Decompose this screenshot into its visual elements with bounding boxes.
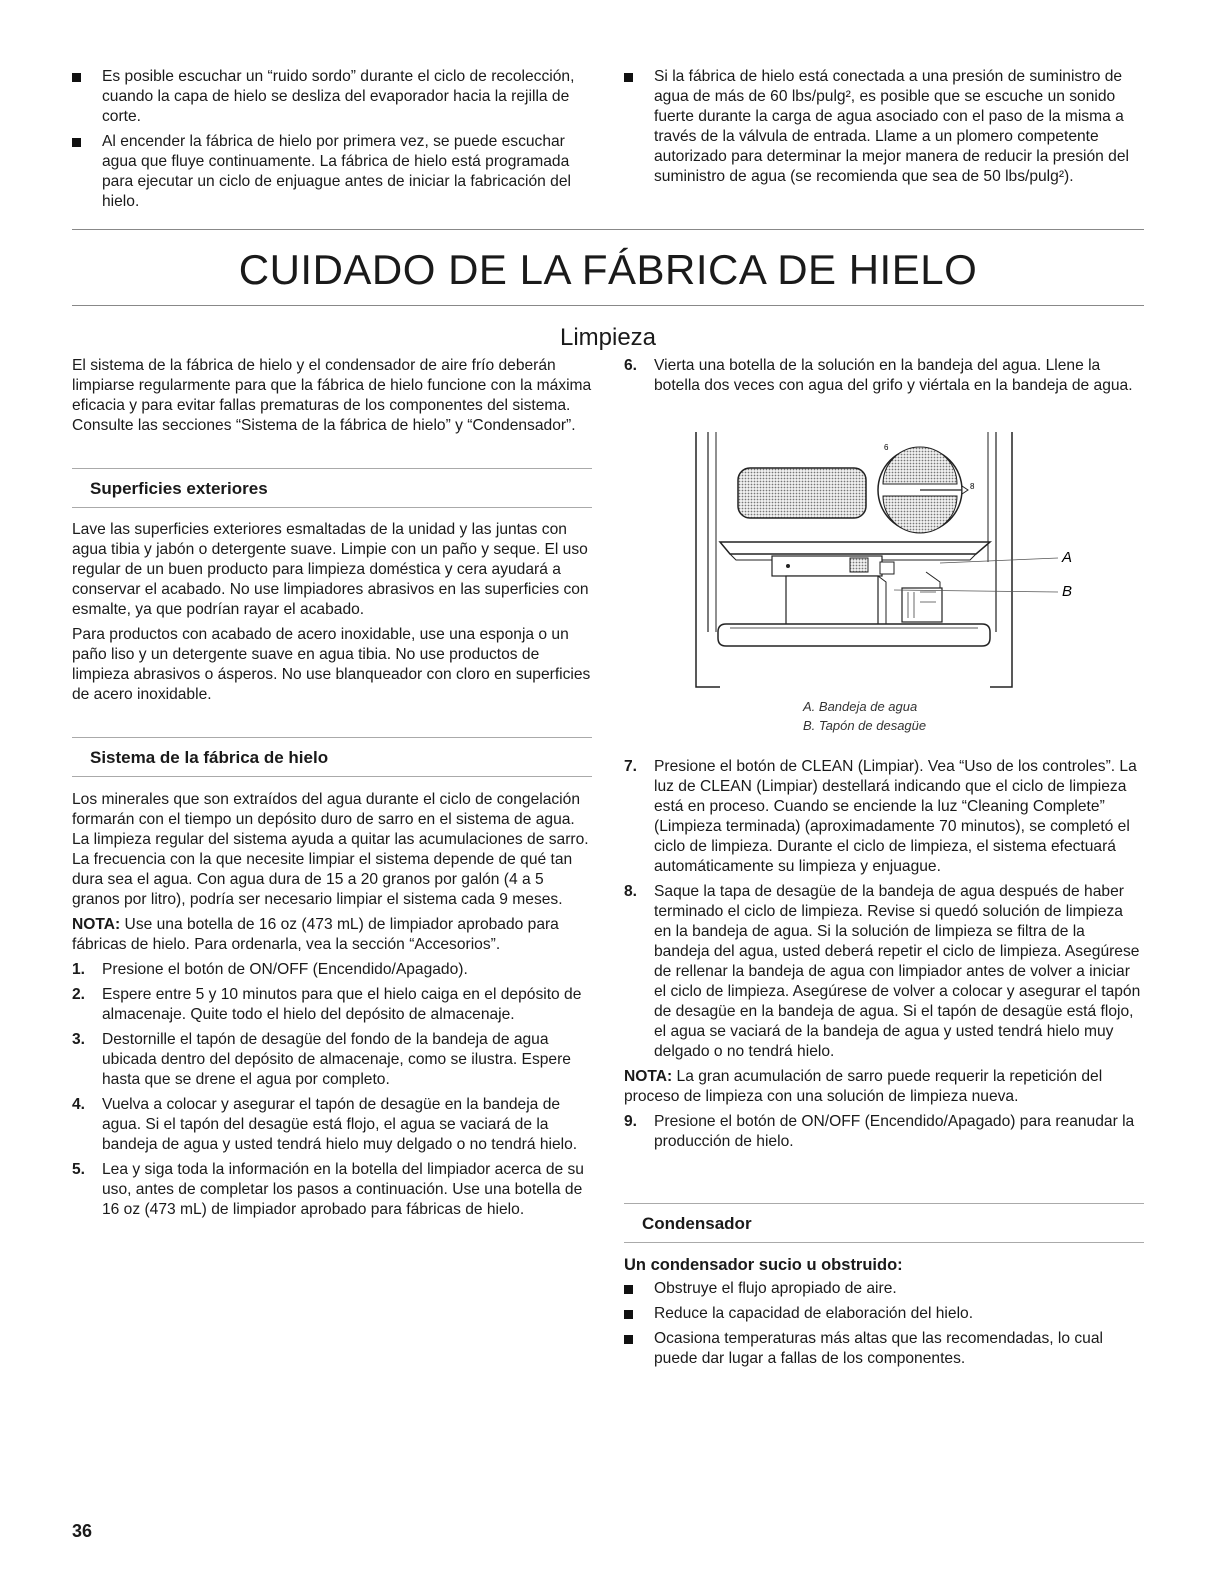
exteriores-body: [72, 520, 592, 710]
divider: [624, 1203, 1144, 1204]
step-number: 9.: [624, 1113, 638, 1130]
step-6: [624, 356, 1144, 401]
step-number: 2.: [72, 986, 86, 1003]
paragraph: Para productos con acabado de acero inoxidable, use una esponja o un paño liso y un detergente suave en agua tibia. No use productos de limpieza abrasivos o ásperos. No use blanqueador con cloro en superficies de acero inoxidable.: [72, 626, 591, 703]
divider: [72, 776, 592, 777]
step-text: Destornille el tapón de desagüe del fondo de la bandeja de agua ubicada dentro del depósito de almacenaje, como se ilustra. Espere hasta que se drene el agua por completo.: [102, 1031, 571, 1088]
figure-caption-a: A. Bandeja de agua: [803, 699, 918, 714]
divider: [624, 1242, 1144, 1243]
cabinet-right-wall: [990, 432, 1012, 687]
drain-cap: [880, 562, 894, 574]
step-number: 3.: [72, 1031, 86, 1048]
step-number: 7.: [624, 758, 638, 775]
bullet-item: Ocasiona temperaturas más altas que las recomendadas, lo cual puede dar lugar a fallas de los componentes.: [624, 1329, 1144, 1369]
bullet-item: Reduce la capacidad de elaboración del hielo.: [624, 1304, 1144, 1324]
nota-text: La gran acumulación de sarro puede requerir la repetición del proceso de limpieza con una solución de limpieza nueva.: [624, 1068, 1103, 1105]
sistema-body: [72, 790, 592, 1225]
dial-label-side: 8: [970, 482, 975, 491]
heading-superficies-exteriores: Superficies exteriores: [90, 479, 268, 498]
steps-7-9: [624, 757, 1144, 1157]
step-number: 1.: [72, 961, 86, 978]
step-text: Vuelva a colocar y asegurar el tapón de desagüe en la bandeja de agua. Si el tapón del desagüe está flojo, el agua se vaciará de la bandeja de agua y usted tendrá hielo muy delgado o no tendrá hielo.: [102, 1096, 578, 1153]
top-right-bullets: [624, 67, 1144, 192]
step-number: 5.: [72, 1161, 86, 1178]
step-item: [624, 757, 1144, 877]
step-item: [72, 960, 592, 980]
divider: [72, 507, 592, 508]
water-tray-figure: [690, 432, 1090, 692]
step-item: [624, 882, 1144, 1062]
nota-paragraph: [72, 915, 592, 955]
bullet-item: Al encender la fábrica de hielo por primera vez, se puede escuchar agua que fluye continuamente. La fábrica de hielo está programada para ejecutar un ciclo de enjuague antes de iniciar la fabricación del hielo.: [72, 132, 592, 212]
paragraph: Lave las superficies exteriores esmaltadas de la unidad y las juntas con agua tibia y jabón o detergente suave. Limpie con un paño y seque. El uso regular de un buen producto para limpieza doméstica y cera ayudará a conservar el acabado. No use limpiadores abrasivos en las superficies con esmalte, ya que podrían rayar el acabado.: [72, 521, 589, 618]
heading-sistema-fabrica: Sistema de la fábrica de hielo: [90, 748, 329, 767]
condensador-bullets: [624, 1279, 1144, 1374]
page-number: 36: [72, 1521, 93, 1541]
bullet-item: Si la fábrica de hielo está conectada a una presión de suministro de agua de más de 60 lbs/pulg², es posible que se escuche un sonido fuerte durante la carga de agua asociado con el paso de la misma a través de la válvula de entrada. Llame a un plomero competente autorizado para determinar la mejor manera de reducir la presión del suministro de agua (se recomienda que sea de 50 lbs/pulg²).: [624, 67, 1144, 187]
step-item: [624, 356, 1144, 396]
divider: [72, 305, 1144, 306]
heading-condensador: Condensador: [642, 1214, 752, 1233]
divider: [72, 229, 1144, 230]
step-text: Lea y siga toda la información en la botella del limpiador acerca de su uso, antes de completar los pasos a continuación. Use una botella de 16 oz (473 mL) de limpiador aprobado para fábricas de hielo.: [102, 1161, 584, 1218]
bottom-rail: [718, 624, 990, 646]
step-item: [72, 1095, 592, 1155]
bullet-item: Es posible escuchar un “ruido sordo” durante el ciclo de recolección, cuando la capa de hielo se desliza del evaporador hacia la rejilla de corte.: [72, 67, 592, 127]
page-title: CUIDADO DE LA FÁBRICA DE HIELO: [238, 246, 978, 293]
step-text: Presione el botón de CLEAN (Limpiar). Vea “Uso de los controles”. La luz de CLEAN (Limpiar) destellará indicando que el ciclo de limpieza está en proceso. Cuando se enciende la luz “Cleaning Complete” (Limpieza terminada) (aproximadamente 70 minutos), se completó el ciclo de limpieza. Durante el ciclo de limpieza, el sistema efectuará automáticamente su limpieza y enjuague.: [654, 758, 1137, 875]
divider: [72, 737, 592, 738]
nota-text: Use una botella de 16 oz (473 mL) de limpiador aprobado para fábricas de hielo. Para ordenarla, vea la sección “Accesorios”.: [72, 916, 559, 953]
callout-b: B: [1062, 583, 1073, 600]
step-number: 4.: [72, 1096, 86, 1113]
evaporator-panel: [738, 468, 866, 518]
nota-label: NOTA:: [624, 1068, 673, 1085]
section-subtitle: Limpieza: [559, 324, 657, 351]
step-text: Vierta una botella de la solución en la bandeja del agua. Llene la botella dos veces con agua del grifo y viértala en la bandeja de agua.: [654, 357, 1133, 394]
step-text: Presione el botón de ON/OFF (Encendido/Apagado).: [102, 961, 468, 978]
step-item: [624, 1112, 1144, 1152]
step-number: 6.: [624, 357, 638, 374]
top-left-bullets: [72, 67, 592, 217]
dial-label-top: 6: [884, 443, 889, 452]
callout-a: A: [1062, 549, 1073, 566]
nota-paragraph: [624, 1067, 1144, 1107]
step-item: [72, 1160, 592, 1220]
nota-label: NOTA:: [72, 916, 121, 933]
step-text: Presione el botón de ON/OFF (Encendido/Apagado) para reanudar la producción de hielo.: [654, 1113, 1135, 1150]
step-number: 8.: [624, 883, 638, 900]
step-item: [72, 1030, 592, 1090]
step-item: [72, 985, 592, 1025]
bullet-item: Obstruye el flujo apropiado de aire.: [624, 1279, 1144, 1299]
divider: [72, 468, 592, 469]
subheading-condensador: Un condensador sucio u obstruido:: [624, 1256, 903, 1274]
step-text: Saque la tapa de desagüe de la bandeja de agua después de haber terminado el ciclo de limpieza. Revise si quedó solución de limpieza en la bandeja de agua. Si la solución de limpieza se filtra de la bandeja del agua, usted deberá repetir el ciclo de limpieza. Asegúrese de rellenar la bandeja de agua con limpiador antes de volver a iniciar el ciclo de limpieza. Asegúrese de volver a colocar y asegurar el tapón de desagüe en la bandeja de agua. Si el tapón de desagüe está flojo, el agua se vaciará de la bandeja de agua y usted tendrá hielo muy delgado o no tendrá hielo.: [654, 883, 1141, 1060]
shelf: [720, 542, 990, 554]
step-text: Espere entre 5 y 10 minutos para que el hielo caiga en el depósito de almacenaje. Quite todo el hielo del depósito de almacenaje.: [102, 986, 582, 1023]
figure-caption-b: B. Tapón de desagüe: [803, 718, 927, 733]
intro-paragraph: El sistema de la fábrica de hielo y el condensador de aire frío deberán limpiarse regularmente para que la fábrica de hielo funcione con la máxima eficacia y para evitar fallas prematuras de los componentes del sistema. Consulte las secciones “Sistema de la fábrica de hielo” y “Condensador”.: [72, 357, 592, 434]
paragraph: Los minerales que son extraídos del agua durante el ciclo de congelación formarán con el tiempo un depósito duro de sarro en el sistema de agua. La limpieza regular del sistema ayuda a quitar las acumulaciones de sarro. La frecuencia con la que necesite limpiar el sistema depende de qué tan dura sea el agua. Con agua dura de 15 a 20 granos por galón (4 a 5 granos por litro), podría ser necesario limpiar el sistema cada 9 meses.: [72, 791, 589, 908]
